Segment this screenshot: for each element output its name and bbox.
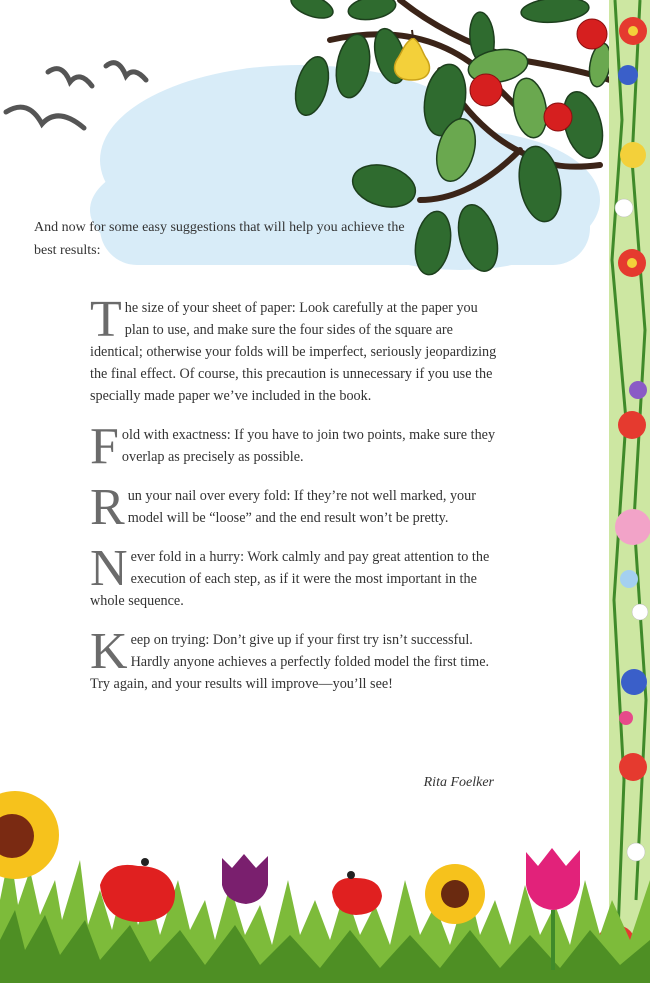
tips-list [90, 291, 500, 712]
drop-cap: K [90, 623, 128, 680]
tip-text: ever fold in a hurry: Work calmly and pay great attention to the execution of each step, as if it were the most important in the whole sequence. [90, 549, 490, 609]
tip-text: eep on trying: Don’t give up if your first try isn’t successful. Hardly anyone achieves a perfectly folded model the first time. Try again, and your results will improve—you’ll see! [90, 632, 490, 692]
tip-paragraph-exactness [90, 418, 500, 475]
tip-text: old with exactness: If you have to join two points, make sure they overlap as precisely as possible. [121, 427, 496, 465]
drop-cap: T [90, 291, 122, 348]
intro-text: And now for some easy suggestions that will help you achieve the best results: [34, 220, 405, 258]
tip-paragraph-nail-fold [90, 479, 500, 536]
drop-cap: R [90, 479, 125, 536]
flower-border-illustration [596, 0, 650, 983]
tip-paragraph-keep-trying [90, 623, 500, 695]
tip-paragraph-paper-size [90, 291, 500, 407]
drop-cap: F [90, 418, 119, 475]
drop-cap: N [90, 540, 128, 597]
tip-text: he size of your sheet of paper: Look carefully at the paper you plan to use, and make sure the four sides of the square are identical; otherwise your folds will be imperfect, seriously jeopardizing the final effect. Of course, this precaution is unnecessary if you use the specially made paper we’ve included in the book. [90, 300, 497, 404]
tip-paragraph-no-hurry [90, 540, 500, 612]
tip-text: un your nail over every fold: If they’re not well marked, your model will be “loose” and the end result won’t be pretty. [127, 488, 476, 526]
author-signature: Rita Foelker [423, 775, 494, 790]
